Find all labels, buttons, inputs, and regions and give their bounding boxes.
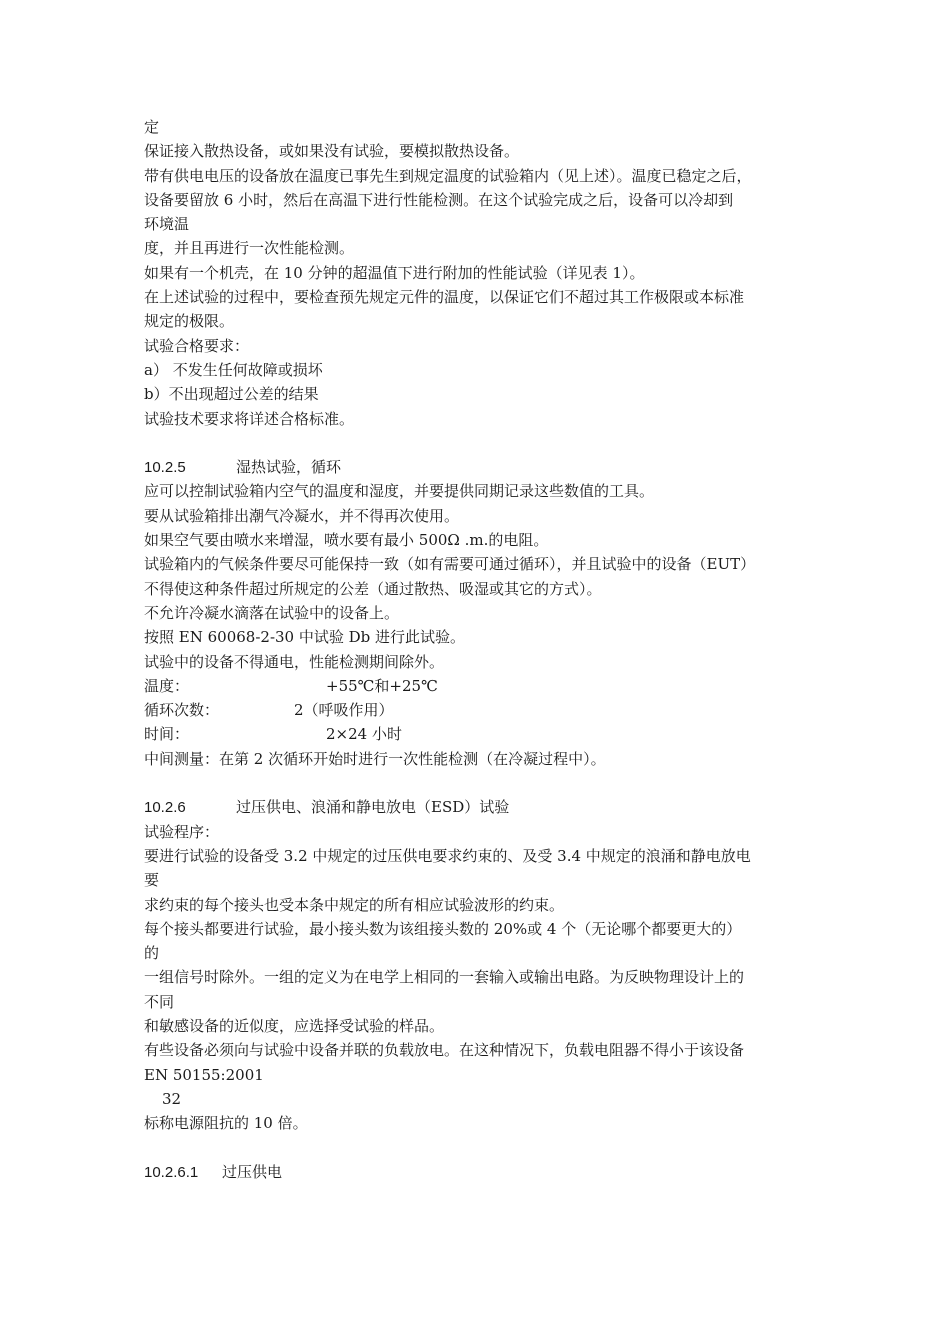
param-temperature [144,674,814,698]
text-line: 如果空气要由喷水来增湿，喷水要有最小 500Ω .m.的电阻。 [144,531,549,550]
spacer [144,771,814,795]
section-heading-10-2-6 [144,795,814,819]
text-line: 不同 [144,992,175,1011]
text-line: 试验合格要求： [144,336,250,355]
page-footer-standard: EN 50155:2001 [144,1065,264,1084]
section-title: 湿热试验，循环 [236,458,342,477]
param-label: 时间： [144,725,190,744]
section-number: 10.2.5 [144,459,186,477]
text-line: 求约束的每个接头也受本条中规定的所有相应试验波形的约束。 [144,895,565,914]
text-line: 应可以控制试验箱内空气的温度和湿度，并要提供同期记录这些数值的工具。 [144,482,655,501]
text-line: 保证接入散热设备，或如果没有试验，要模拟散热设备。 [144,142,520,161]
text-line: 规定的极限。 [144,312,235,331]
text-line: 和敏感设备的近似度，应选择受试验的样品。 [144,1016,445,1035]
paragraph-block-3 [144,820,814,1087]
param-label: 温度： [144,676,190,695]
param-time [144,722,814,746]
text-line: 设备要留放 6 小时，然后在高温下进行性能检测。在这个试验完成之后，设备可以冷却到 [144,190,734,209]
param-label: 循环次数： [144,701,220,720]
spacer [144,1135,814,1159]
text-line: 一组信号时除外。一组的定义为在电学上相同的一套输入或输出电路。为反映物理设计上的 [144,968,745,987]
spacer [144,431,814,455]
text-line: 试验箱内的气候条件要尽可能保持一致（如有需要可通过循环），并且试验中的设备（EUT） [144,555,756,574]
list-item: b）不出现超过公差的结果 [144,385,319,404]
text-line: 在上述试验的过程中，要检查预先规定元件的温度，以保证它们不超过其工作极限或本标准 [144,288,745,307]
text-line: 要 [144,871,160,890]
text-line: 中间测量：在第 2 次循环开始时进行一次性能检测（在冷凝过程中）。 [144,749,606,768]
document-page [144,115,814,1184]
text-line: 环境温 [144,215,190,234]
page-number: 32 [162,1089,182,1108]
text-line: 如果有一个机壳，在 10 分钟的超温值下进行附加的性能试验（详见表 1）。 [144,263,645,282]
param-value: +55℃和+25℃ [326,676,438,695]
section-number: 10.2.6 [144,799,186,817]
text-line: 定 [144,118,160,136]
list-item: a） 不发生任何故障或损坏 [144,360,323,379]
text-line: 每个接头都要进行试验，最小接头数为该组接头数的 20%或 4 个（无论哪个都要更大的） [144,919,742,938]
text-line: 要进行试验的设备受 3.2 中规定的过压供电要求约束的、及受 3.4 中规定的浪涌和静电放电 [144,846,751,865]
section-title: 过压供电 [222,1162,283,1181]
text-line: 要从试验箱排出潮气冷凝水，并不得再次使用。 [144,506,460,525]
param-cycles [144,698,814,722]
section-heading-10-2-5 [144,455,814,479]
text-line: 标称电源阻抗的 10 倍。 [144,1114,308,1133]
text-line: 试验技术要求将详述合格标准。 [144,409,355,428]
param-value: 2（呼吸作用） [294,701,394,720]
text-line: 试验程序： [144,822,220,841]
section-heading-10-2-6-1 [144,1160,814,1184]
text-line: 的 [144,944,160,963]
paragraph-block-1 [144,115,814,431]
text-line: 不允许冷凝水滴落在试验中的设备上。 [144,603,400,622]
section-title: 过压供电、浪涌和静电放电（ESD）试验 [236,798,510,817]
text-line: 按照 EN 60068-2-30 中试验 Db 进行此试验。 [144,628,466,647]
text-line: 有些设备必须向与试验中设备并联的负载放电。在这种情况下，负载电阻器不得小于该设备 [144,1041,745,1060]
paragraph-block-2 [144,479,814,673]
text-line: 试验中的设备不得通电，性能检测期间除外。 [144,652,445,671]
text-line: 带有供电电压的设备放在温度已事先生到规定温度的试验箱内（见上述）。温度已稳定之后， [144,166,752,185]
test-parameters [144,674,814,747]
text-line: 不得使这种条件超过所规定的公差（通过散热、吸湿或其它的方式）。 [144,579,602,598]
param-value: 2×24 小时 [326,725,402,744]
section-number: 10.2.6.1 [144,1163,199,1181]
text-line: 度，并且再进行一次性能检测。 [144,239,355,258]
